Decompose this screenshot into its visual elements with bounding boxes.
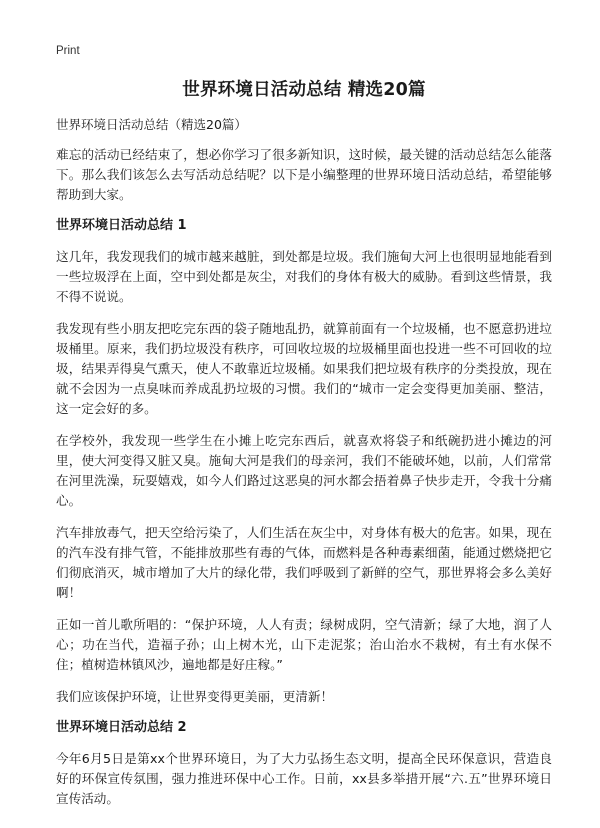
- page-title: 世界环境日活动总结 精选20篇: [182, 80, 426, 100]
- section-1-paragraph-3: 在学校外，我发现一些学生在小摊上吃完东西后，就喜欢将袋子和纸碗扔进小摊边的河里，使大河变得又脏又臭。施甸大河是我们的母亲河，我们不能破坏她，以前，人们常常在河里洗澡，玩耍嬉戏，如今人们路过这恶臭的河水都会捂着鼻子快步走开，令我十分痛心。: [56, 433, 552, 508]
- print-label[interactable]: Print: [56, 45, 80, 57]
- document-subtitle: 世界环境日活动总结（精选20篇）: [56, 117, 247, 132]
- section-heading-1: 世界环境日活动总结 1: [56, 218, 187, 233]
- section-heading-2: 世界环境日活动总结 2: [56, 720, 187, 735]
- section-1-paragraph-1: 这几年，我发现我们的城市越来越脏，到处都是垃圾。我们施甸大河上也很明显地能看到一些垃圾浮在上面，空中到处都是灰尘，对我们的身体有极大的威胁。看到这些情景，我不得不说说。: [56, 249, 552, 304]
- section-1-paragraph-5: 正如一首儿歌所唱的：“保护环境，人人有责；绿树成阴，空气清新；绿了大地，润了人心；功在当代，造福子孙；山上树木光，山下走泥浆；治山治水不栽树，有土有水保不住；植树造林镇风沙，遍地都是好庄稼。”: [56, 617, 552, 672]
- section-1-paragraph-2: 我发现有些小朋友把吃完东西的袋子随地乱扔，就算前面有一个垃圾桶，也不愿意扔进垃圾桶里。原来，我们扔垃圾没有秩序，可回收垃圾的垃圾桶里面也投进一些不可回收的垃圾，结果弄得臭气熏天，使人不敢靠近垃圾桶。如果我们把垃圾有秩序的分类投放，现在就不会因为一点臭味而养成乱扔垃圾的习惯。我们的“城市一定会变得更加美丽、整洁，这一定会好的多。: [56, 321, 552, 416]
- section-1-paragraph-4: 汽车排放毒气，把天空给污染了，人们生活在灰尘中，对身体有极大的危害。如果，现在的汽车没有排气管，不能排放那些有毒的气体，而燃料是各种毒素细菌，能通过燃烧把它们彻底消灭，城市增加了大片的绿化带，我们呼吸到了新鲜的空气，那世界将会多么美好啊！: [56, 525, 552, 600]
- intro-paragraph: 难忘的活动已经结束了，想必你学习了很多新知识，这时候，最关键的活动总结怎么能落下。那么我们该怎么去写活动总结呢？以下是小编整理的世界环境日活动总结，希望能够帮助到大家。: [56, 147, 552, 202]
- section-1-paragraph-6: 我们应该保护环境，让世界变得更美丽，更清新！: [56, 689, 334, 704]
- section-2-paragraph-1: 今年6月5日是第xx个世界环境日，为了大力弘扬生态文明，提高全民环保意识，营造良好的环保宣传氛围，强力推进环保中心工作。日前，xx县多举措开展“六.五”世界环境日宣传活动。: [56, 751, 552, 806]
